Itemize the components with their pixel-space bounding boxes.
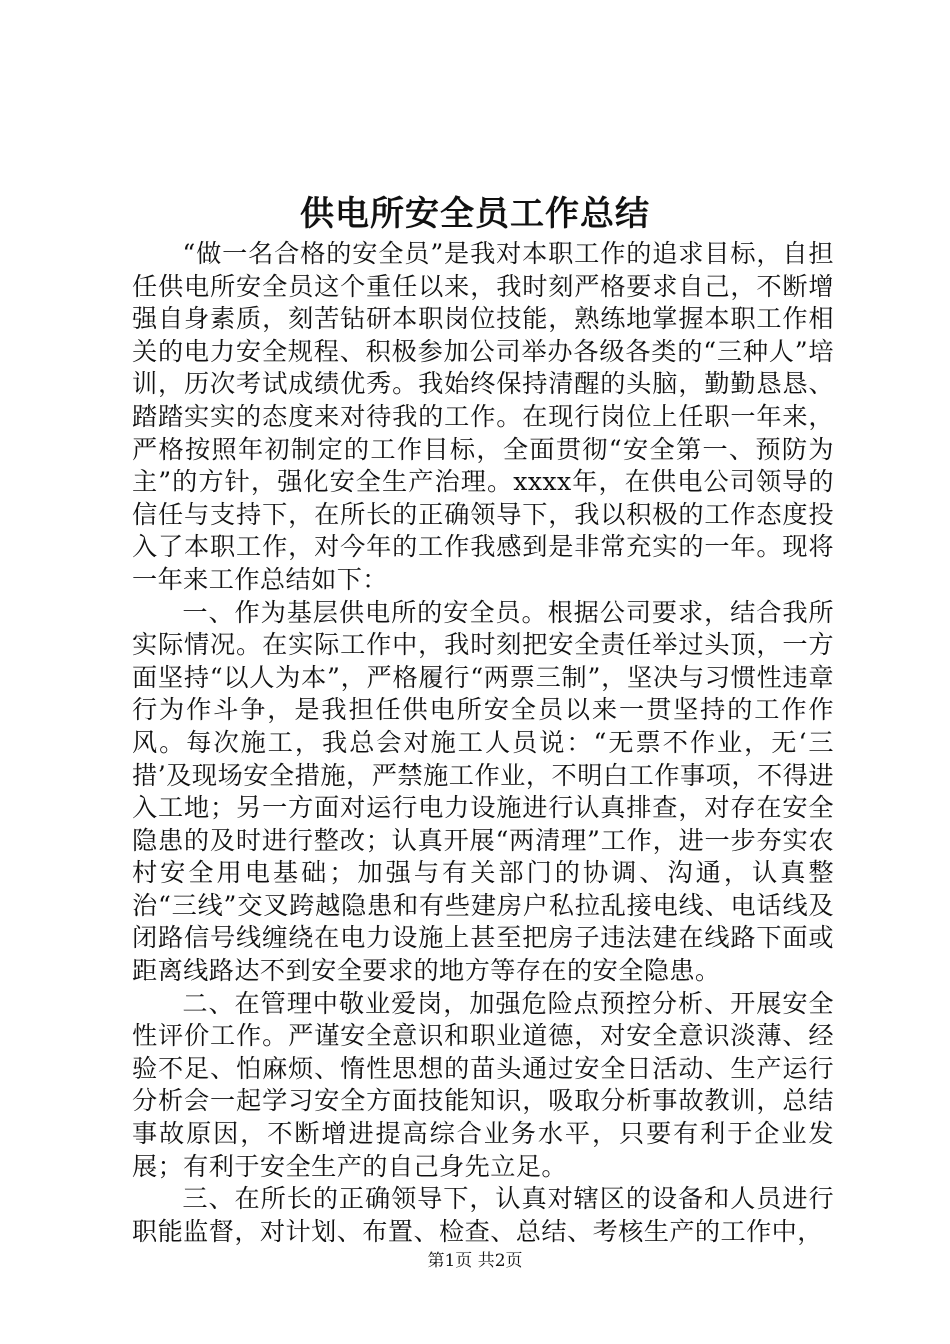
document-title: 供电所安全员工作总结 [300, 194, 650, 234]
page-footer: 第1页 共2页 [427, 1251, 523, 1271]
paragraph-section-1: 一、作为基层供电所的安全员。根据公司要求，结合我所实际情况。在实际工作中，我时刻把安全责任举过头顶，一方面坚持“以人为本”，严格履行“两票三制”，坚决与习惯性违章行为作斗争，是我担任供电所安全员以来一贯坚持的工作作风。每次施工，我总会对施工人员说：“无票不作业，无‘三措’及现场安全措施，严禁施工作业，不明白工作事项，不得进入工地；另一方面对运行电力设施进行认真排查，对存在安全隐患的及时进行整改；认真开展“两清理”工作，进一步夯实农村安全用电基础；加强与有关部门的协调、沟通，认真整治“三线”交叉跨越隐患和有些建房户私拉乱接电线、电话线及闭路信号线缠绕在电力设施上甚至把房子违法建在线路下面或距离线路达不到安全要求的地方等存在的安全隐患。 [132, 597, 834, 986]
paragraph-section-2: 二、在管理中敬业爱岗，加强危险点预控分析、开展安全性评价工作。严谨安全意识和职业道德，对安全意识淡薄、经验不足、怕麻烦、惰性思想的苗头通过安全日活动、生产运行分析会一起学习安全方面技能知识，吸取分析事故教训，总结事故原因，不断增进提高综合业务水平，只要有利于企业发展；有利于安全生产的自己身先立足。 [132, 988, 834, 1181]
paragraph-intro: “做一名合格的安全员”是我对本职工作的追求目标，自担任供电所安全员这个重任以来，我时刻严格要求自己，不断增强自身素质，刻苦钻研本职岗位技能，熟练地掌握本职工作相关的电力安全规程、积极参加公司举办各级各类的“三种人”培训，历次考试成绩优秀。我始终保持清醒的头脑，勤勤恳恳、踏踏实实的态度来对待我的工作。在现行岗位上任职一年来，严格按照年初制定的工作目标，全面贯彻“安全第一、预防为主”的方针，强化安全生产治理。xxxx年，在供电公司领导的信任与支持下，在所长的正确领导下，我以积极的工作态度投入了本职工作，对今年的工作我感到是非常充实的一年。现将一年来工作总结如下： [132, 239, 834, 594]
paragraph-section-3: 三、在所长的正确领导下，认真对辖区的设备和人员进行职能监督，对计划、布置、检查、总结、考核生产的工作中， [132, 1184, 834, 1246]
document-body [132, 238, 834, 1248]
